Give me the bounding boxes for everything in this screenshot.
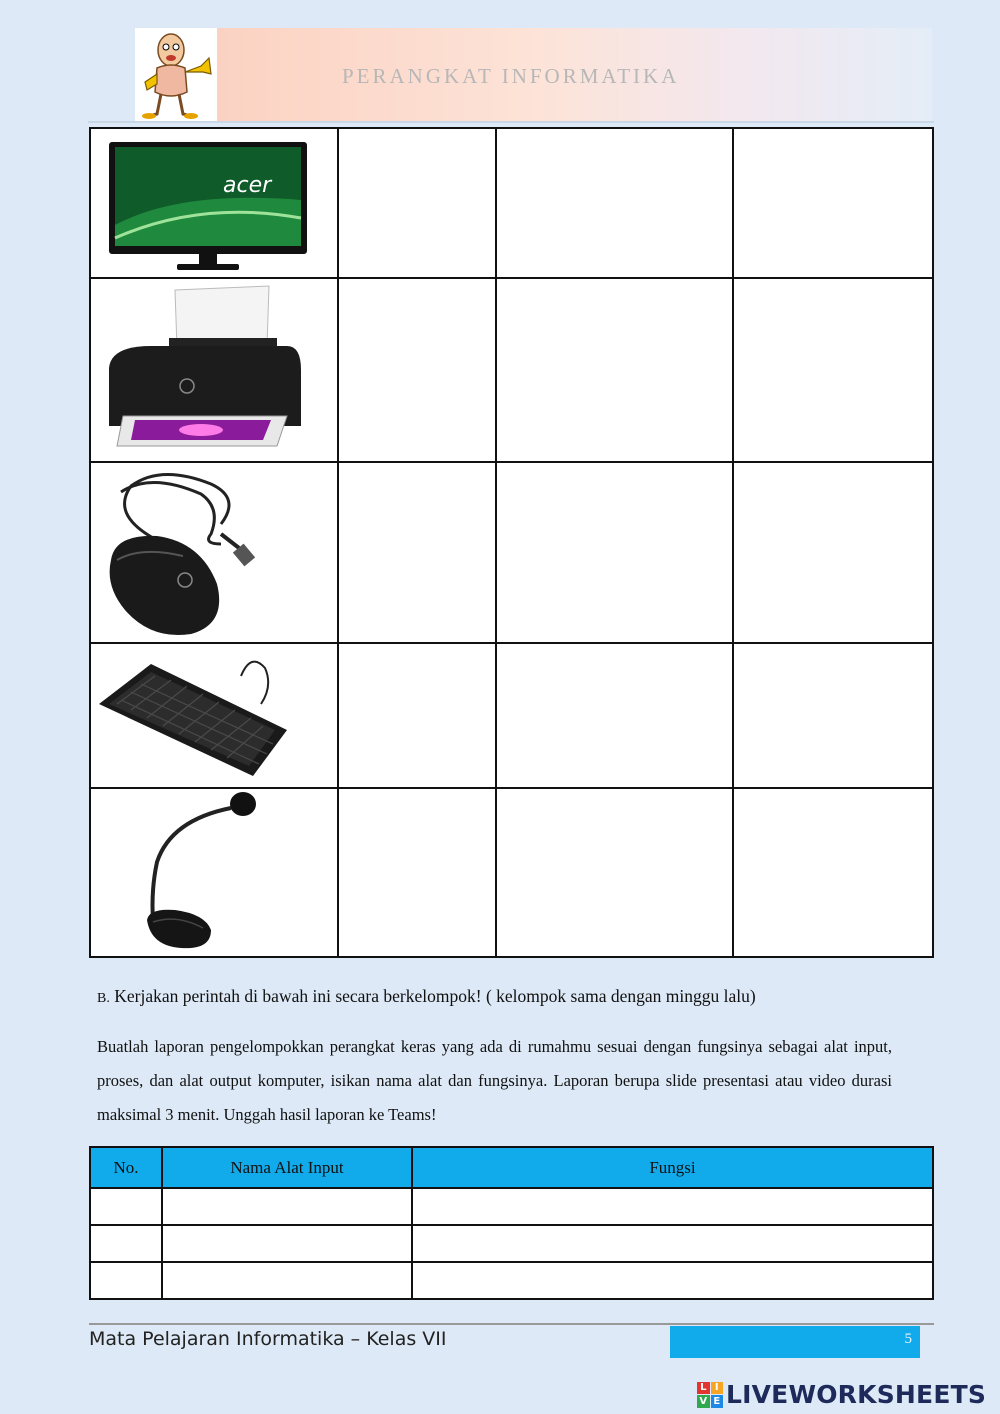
microphone-icon (91, 790, 331, 955)
input-cell[interactable] (90, 1225, 162, 1262)
table-row (90, 1225, 933, 1262)
answer-cell[interactable] (496, 788, 733, 957)
page-number-box (670, 1326, 920, 1358)
answer-cell[interactable] (338, 788, 496, 957)
svg-text:acer: acer (223, 173, 272, 198)
liveworksheets-badge-icon: L I V E (697, 1382, 723, 1408)
column-header-name: Nama Alat Input (162, 1147, 412, 1188)
answer-cell[interactable] (733, 643, 933, 788)
input-cell[interactable] (412, 1188, 933, 1225)
input-cell[interactable] (412, 1225, 933, 1262)
answer-cell[interactable] (733, 278, 933, 462)
liveworksheets-text: LIVEWORKSHEETS (726, 1380, 987, 1409)
input-cell[interactable] (162, 1188, 412, 1225)
liveworksheets-logo (697, 1380, 986, 1409)
header-divider (88, 121, 934, 123)
device-image-cell (90, 643, 338, 788)
table-row (90, 1188, 933, 1225)
page-number: 5 (904, 1331, 912, 1347)
answer-cell[interactable] (496, 643, 733, 788)
answer-cell[interactable] (733, 788, 933, 957)
section-b-label: B. (97, 991, 110, 1006)
footer-divider (89, 1323, 934, 1325)
table-row (90, 1262, 933, 1299)
answer-cell[interactable] (496, 128, 733, 278)
device-image-cell (90, 462, 338, 643)
section-b-text: Kerjakan perintah di bawah ini secara berkelompok! ( kelompok sama dengan minggu lalu) (114, 986, 756, 1006)
task-table (89, 1146, 934, 1300)
input-cell[interactable] (412, 1262, 933, 1299)
answer-cell[interactable] (496, 462, 733, 643)
input-cell[interactable] (162, 1262, 412, 1299)
input-cell[interactable] (90, 1188, 162, 1225)
keyboard-icon (91, 646, 331, 786)
device-row (90, 462, 933, 643)
monitor-icon (91, 130, 331, 276)
input-cell[interactable] (90, 1262, 162, 1299)
device-row (90, 643, 933, 788)
answer-cell[interactable] (338, 643, 496, 788)
page-title: PERANGKAT INFORMATIKA (342, 64, 680, 88)
answer-cell[interactable] (733, 462, 933, 643)
column-header-no: No. (90, 1147, 162, 1188)
device-table (89, 127, 934, 958)
answer-cell[interactable] (733, 128, 933, 278)
answer-cell[interactable] (338, 128, 496, 278)
device-row (90, 278, 933, 462)
device-row (90, 128, 933, 278)
printer-icon (91, 280, 331, 460)
mascot-logo (135, 28, 217, 122)
task-paragraph: Buatlah laporan pengelompokkan perangkat keras yang ada di rumahmu sesuai dengan fungsinya sebagai alat input, proses, dan alat output komputer, isikan nama alat dan fungsinya. Laporan berupa slide presentasi atau video durasi maksimal 3 menit. Unggah hasil laporan ke Teams! (97, 1037, 892, 1124)
device-image-cell (90, 788, 338, 957)
task-table-header (90, 1147, 933, 1188)
footer-subject: Mata Pelajaran Informatika – Kelas VII (89, 1328, 447, 1350)
answer-cell[interactable] (338, 278, 496, 462)
column-header-function: Fungsi (412, 1147, 933, 1188)
section-b-instruction (97, 986, 756, 1007)
device-image-cell (90, 128, 338, 278)
mouse-icon (91, 464, 331, 642)
input-cell[interactable] (162, 1225, 412, 1262)
device-row (90, 788, 933, 957)
answer-cell[interactable] (496, 278, 733, 462)
answer-cell[interactable] (338, 462, 496, 643)
device-image-cell (90, 278, 338, 462)
